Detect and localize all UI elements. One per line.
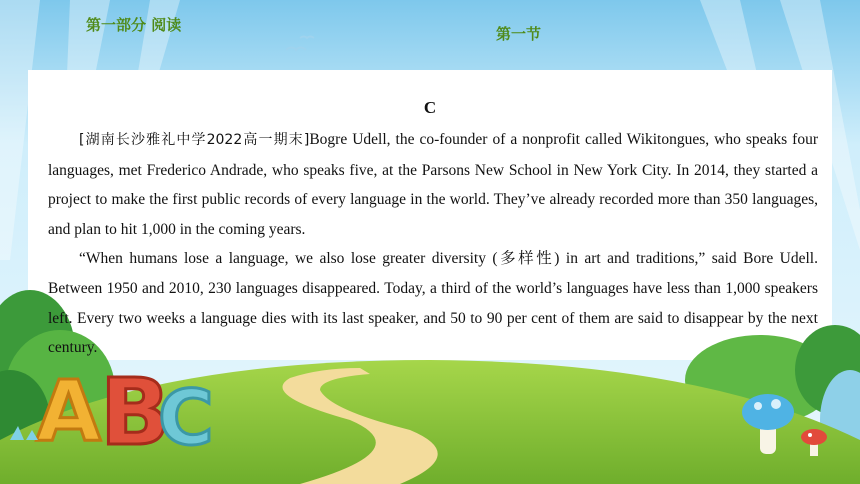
- paragraph-1-text: Bogre Udell, the co-founder of a nonprofit called Wikitongues, who speaks four languages, met Frederico Andrade, who speaks five, at the Parsons New School in New York City. In 2014, they started a project to make the first public records of every language in the world. They’ve already recorded more than 350 languages, and plan to hit 1,000 in the coming years.: [48, 131, 818, 238]
- svg-text:B: B: [100, 359, 171, 466]
- paragraph-1: [48, 125, 818, 244]
- paragraph-2: “When humans lose a language, we also lose greater diversity (多样性) in art and traditions,” said Bore Udell. Between 1950 and 2010, 230 languages disappeared. Today, a third of the world’s languages have less than 1,000 speakers left. Every two weeks a language dies with its last speaker, and 50 to 90 per cent of them are said to disappear by the next century.: [48, 250, 818, 357]
- section-title: 第一节: [496, 25, 542, 43]
- abc-letters-decor: [36, 359, 214, 466]
- svg-text:A: A: [36, 362, 102, 460]
- part-title: 第一部分 阅读: [86, 16, 182, 34]
- passage-label: C: [423, 98, 437, 117]
- svg-text:C: C: [158, 373, 214, 462]
- source-note: [湖南长沙雅礼中学2022高一期末]: [79, 132, 310, 148]
- reading-passage: [48, 125, 818, 363]
